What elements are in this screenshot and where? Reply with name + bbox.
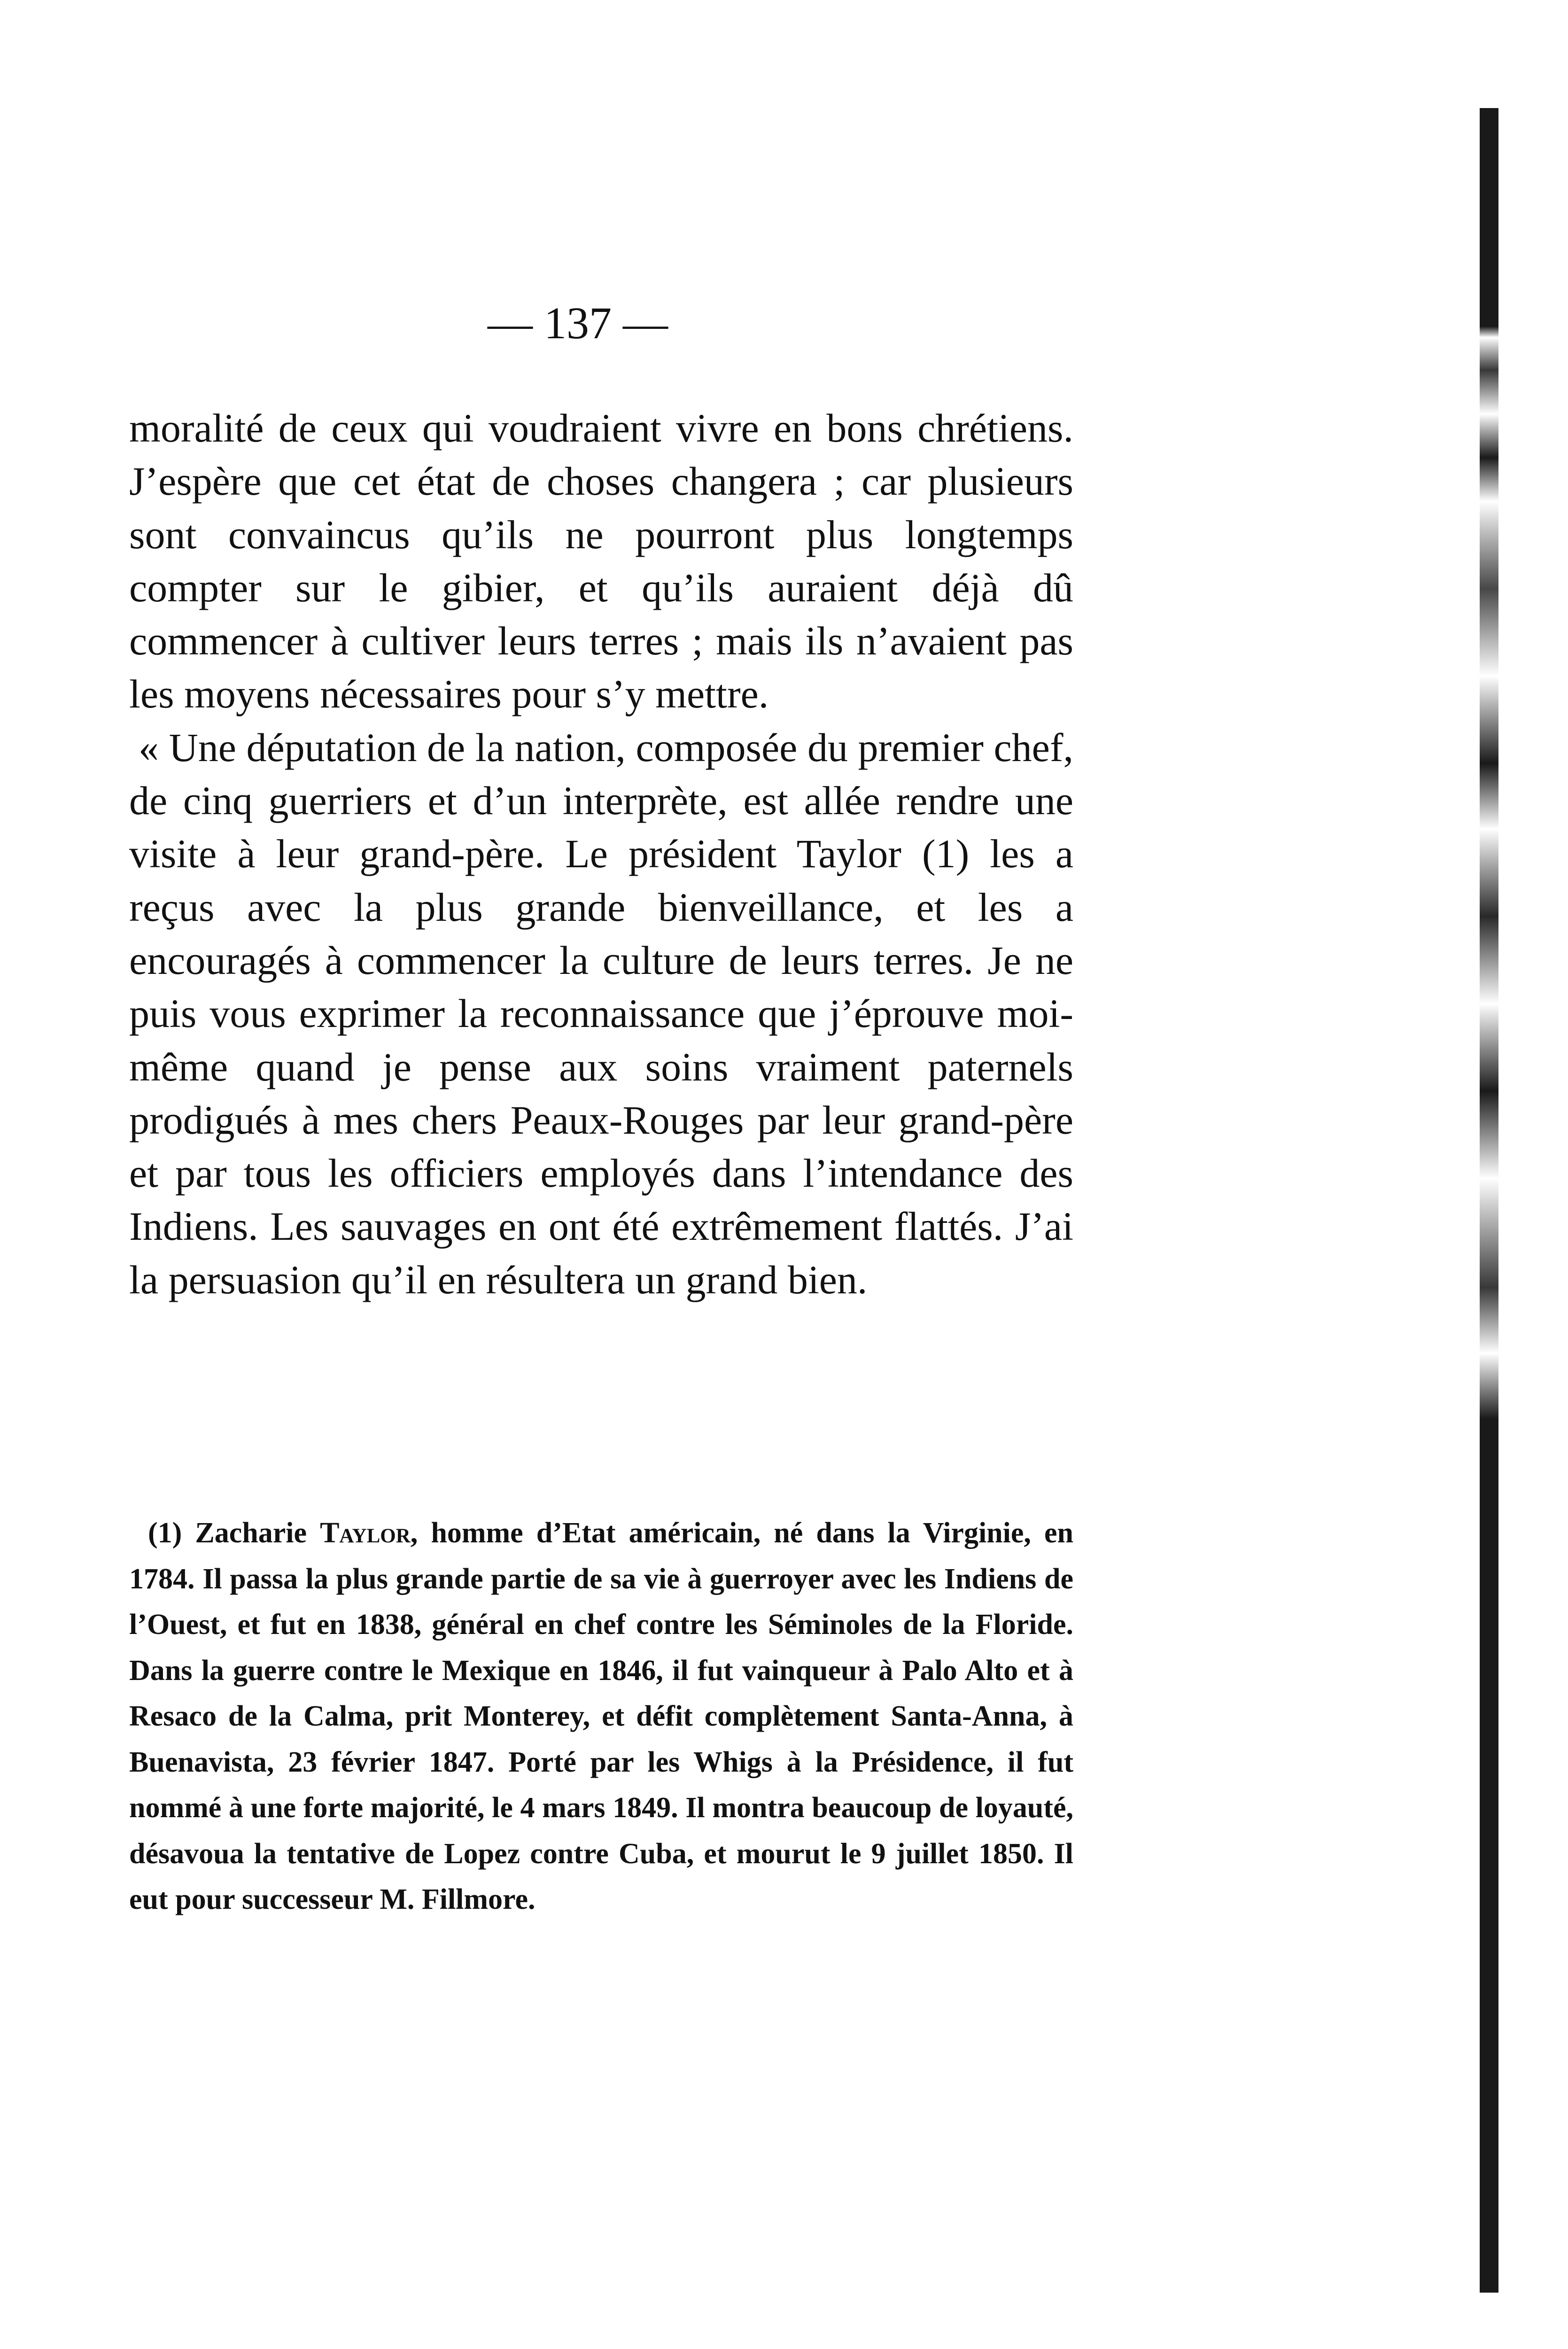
footnote-text: , homme d’Etat américain, né dans la Virginie, en 1784. Il passa la plus grande partie de sa vie à guerroyer avec les Indiens de l’Ouest, et fut en 1838, général en chef contre les Séminoles de la Floride. Dans la guerre contre le Mexique en 1846, il fut vainqueur à Palo Alto et à Resaco de la Calma, prit Monterey, et défit complètement Santa-Anna, à Buenavista, 23 février 1847. Porté par les Whigs à la Présidence, il fut nommé à une forte majorité, le 4 mars 1849. Il montra beaucoup de loyauté, désavoua la tentative de Lopez contre Cuba, et mourut le 9 juillet 1850. Il eut pour successeur M. Fillmore. [129, 1517, 1073, 1915]
paragraph-1: moralité de ceux qui voudraient vivre en bons chrétiens. J’espère que cet état de choses changera ; car plusieurs sont convaincus qu’ils ne pourront plus longtemps compter sur le gibier, et qu’ils auraient déjà dû commencer à cultiver leurs terres ; mais ils n’avaient pas les moyens nécessaires pour s’y mettre. [129, 405, 1073, 717]
page-number: — 137 — [488, 298, 668, 348]
footnote-prefix: (1) Zacharie [148, 1517, 320, 1549]
paragraph-2: « Une députation de la nation, composée du premier chef, de cinq guerriers et d’un interprète, est allée rendre une visite à leur grand-père. Le président Taylor (1) les a reçus avec la plus grande bienveillance, et les a encouragés à commencer la culture de leurs terres. Je ne puis vous exprimer la reconnaissance que j’éprouve moi-même quand je pense aux soins vraiment paternels prodigués à mes chers Peaux-Rouges par leur grand-père et par tous les officiers employés dans l’intendance des Indiens. Les sauvages en ont été extrêmement flattés. J’ai la persuasion qu’il en résultera un grand bien. [129, 724, 1073, 1302]
body-text [129, 402, 1073, 1307]
footnote-name: Taylor [320, 1517, 411, 1549]
footnote [129, 1510, 1073, 1923]
scan-binding-edge [1480, 108, 1498, 2293]
